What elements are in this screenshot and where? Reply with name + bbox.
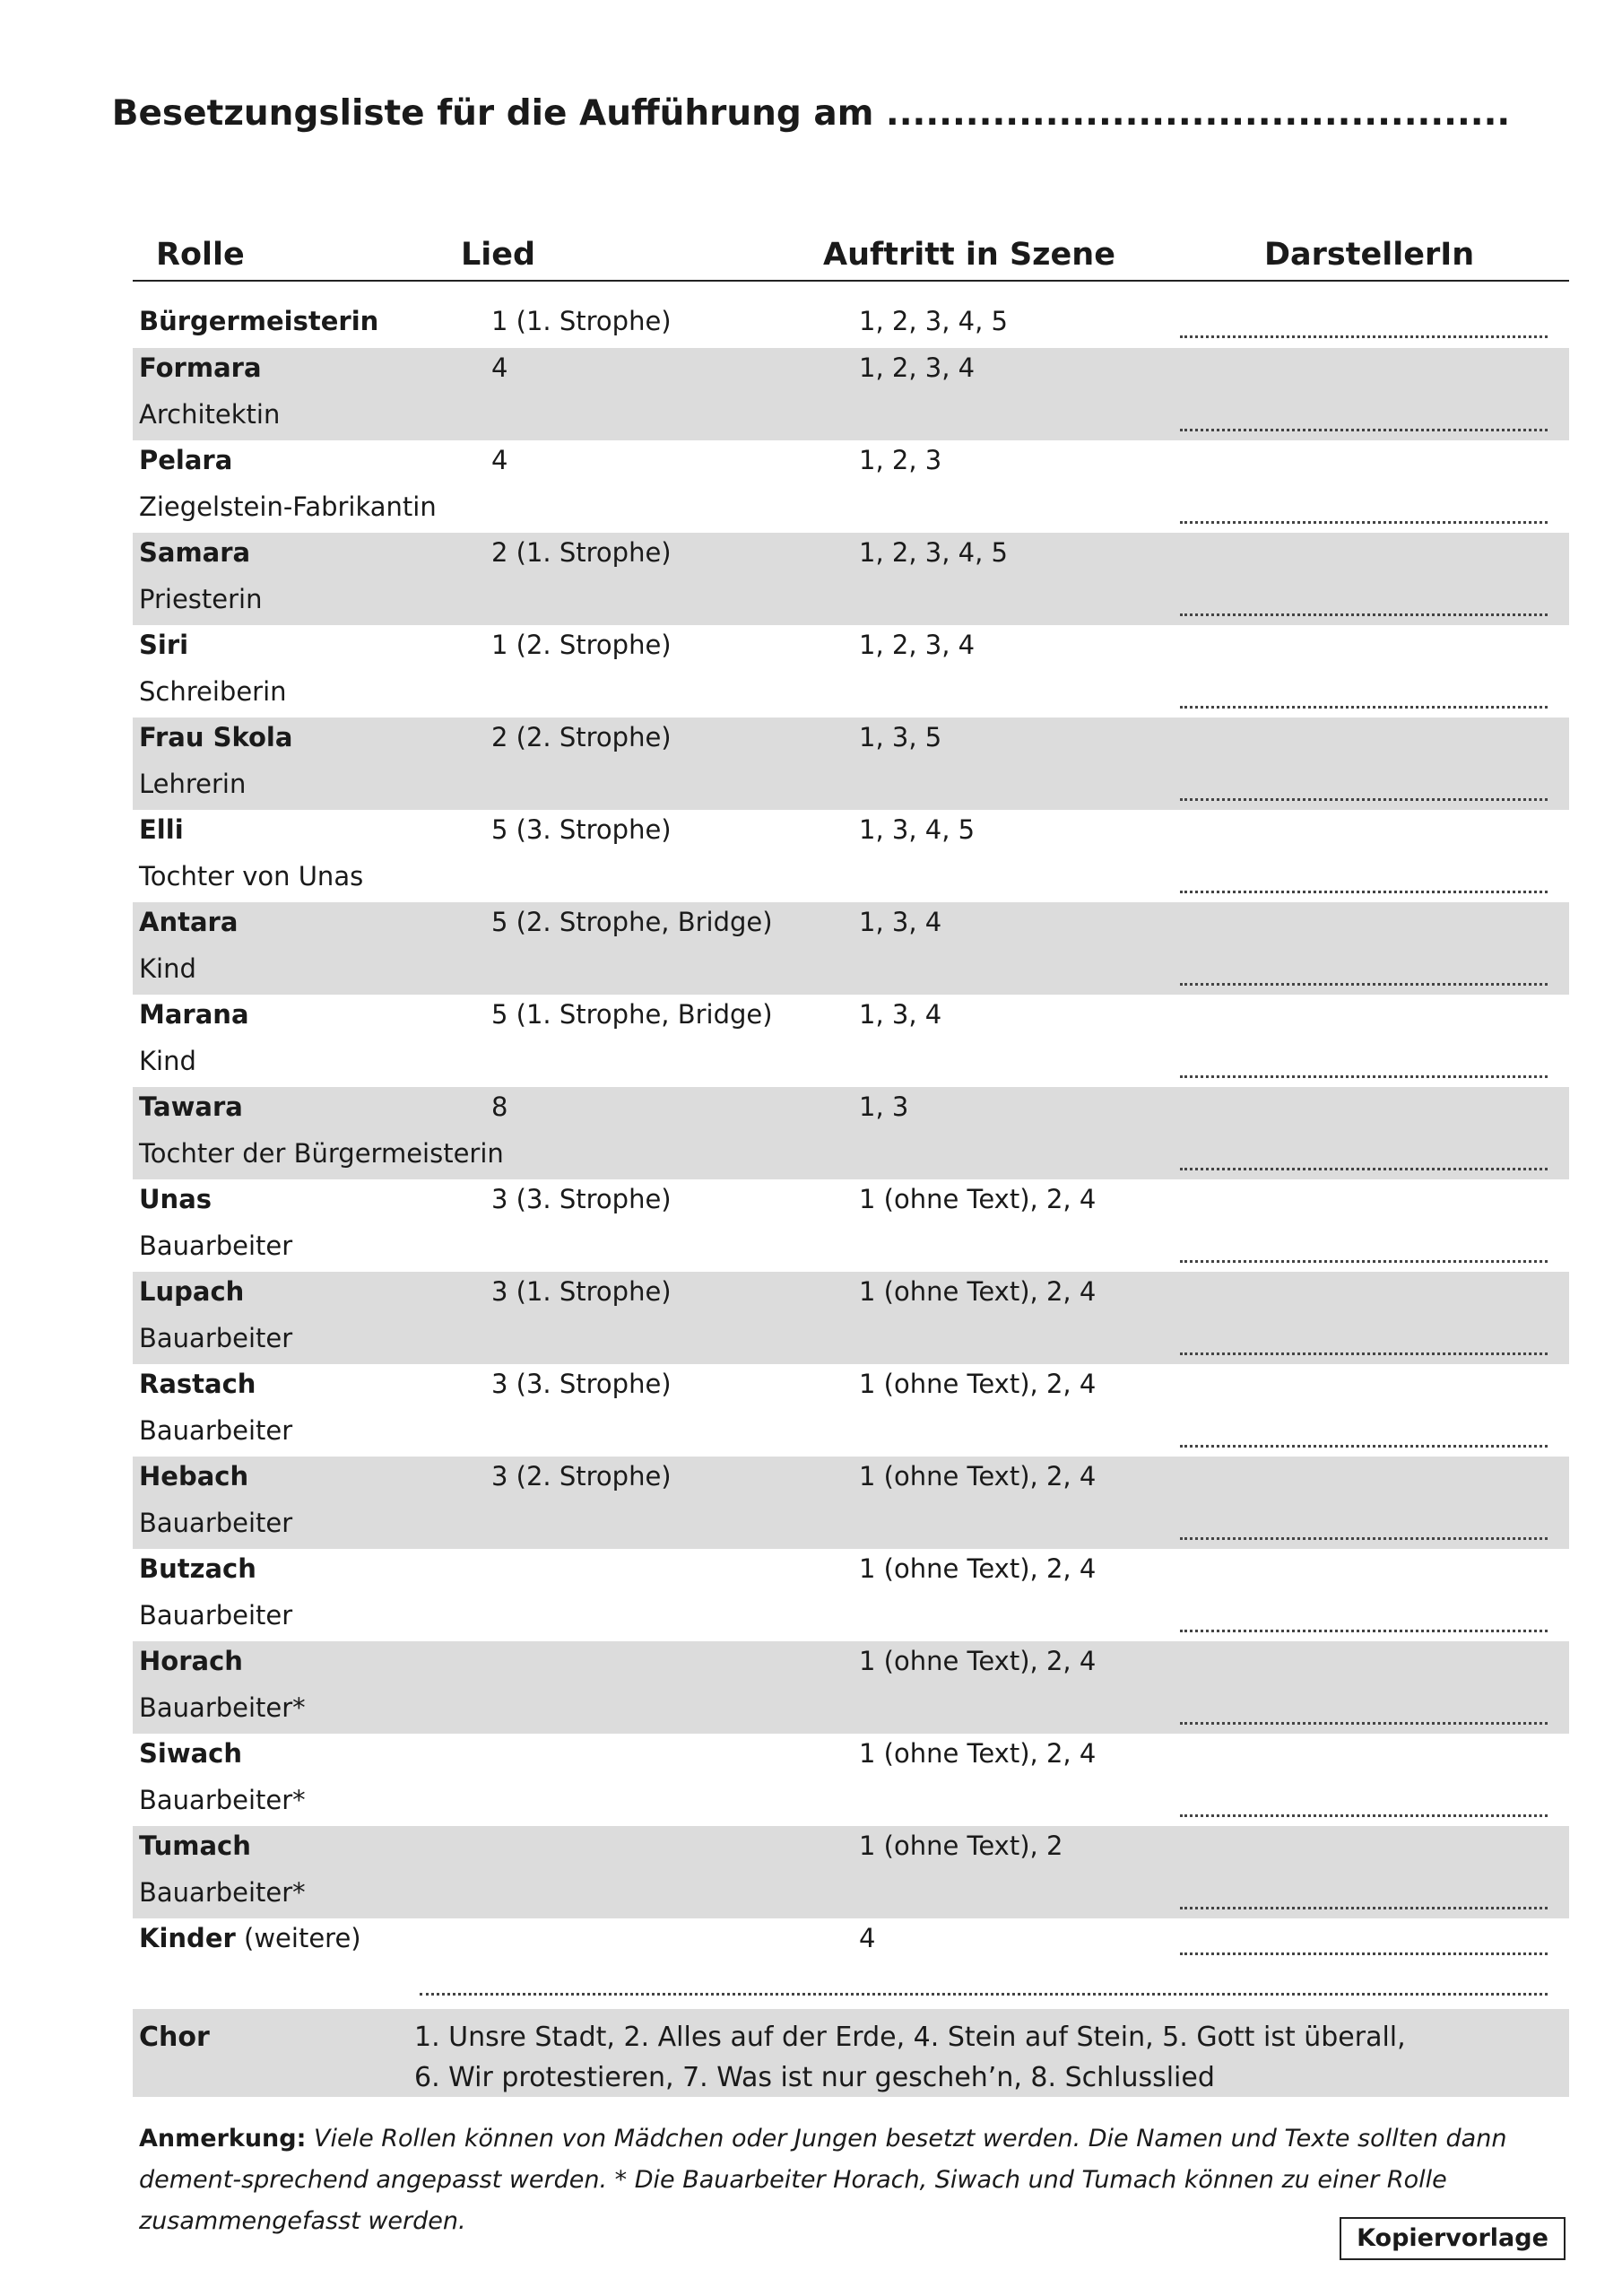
darsteller-fill-line (1180, 1952, 1548, 1955)
role-name (139, 907, 238, 937)
role-name-text: Lupach (139, 1276, 245, 1307)
cast-table (133, 301, 1569, 1965)
role-description: Tochter von Unas (139, 861, 364, 891)
role-name (139, 306, 378, 336)
table-row (133, 902, 1569, 995)
note-label: Anmerkung: (139, 2125, 307, 2152)
role-description: Bauarbeiter (139, 1415, 293, 1446)
darsteller-fill-line (1180, 613, 1548, 616)
role-name (139, 1923, 361, 1953)
role-name-text: Rastach (139, 1369, 256, 1399)
role-name (139, 1369, 256, 1399)
darsteller-fill-line (1180, 1075, 1548, 1078)
role-name (139, 1091, 243, 1122)
role-name (139, 1461, 248, 1492)
role-name-text: Hebach (139, 1461, 249, 1492)
role-name (139, 352, 262, 383)
szene-cell: 1, 2, 3 (859, 445, 942, 475)
table-row (133, 1549, 1569, 1641)
blank-entry-line (420, 1993, 1548, 1996)
szene-cell: 1 (ohne Text), 2, 4 (859, 1646, 1097, 1676)
role-name-text: Siwach (139, 1738, 243, 1769)
role-name-text: Kinder (139, 1923, 236, 1953)
role-description: Bauarbeiter (139, 1600, 293, 1631)
role-description: Schreiberin (139, 676, 287, 707)
szene-cell: 1 (ohne Text), 2, 4 (859, 1553, 1097, 1584)
page-title: Besetzungsliste für die Aufführung am ............................................... (111, 93, 1511, 134)
darsteller-fill-line (1180, 1445, 1548, 1448)
darsteller-fill-line (1180, 1352, 1548, 1355)
role-name-text: Siri (139, 630, 189, 660)
darsteller-fill-line (1180, 429, 1548, 431)
szene-cell: 1 (ohne Text), 2, 4 (859, 1461, 1097, 1492)
table-row (133, 1179, 1569, 1272)
role-name-text: Frau Skola (139, 722, 293, 752)
szene-cell: 1, 3, 5 (859, 722, 942, 752)
role-name-text: Horach (139, 1646, 243, 1676)
role-description: Kind (139, 1046, 196, 1076)
role-name-suffix: (weitere) (235, 1923, 361, 1953)
lied-cell: 3 (1. Strophe) (491, 1276, 672, 1307)
role-name (139, 445, 232, 475)
role-name-text: Samara (139, 537, 251, 568)
role-name (139, 999, 249, 1030)
role-description: Architektin (139, 399, 281, 430)
table-row (133, 995, 1569, 1087)
role-name-text: Tawara (139, 1091, 243, 1122)
szene-cell: 1 (ohne Text), 2 (859, 1831, 1063, 1861)
kopiervorlage-badge: Kopiervorlage (1340, 2217, 1566, 2260)
darsteller-fill-line (1180, 983, 1548, 986)
role-description: Ziegelstein-Fabrikantin (139, 491, 437, 522)
role-name (139, 1738, 242, 1769)
lied-cell: 2 (1. Strophe) (491, 537, 672, 568)
lied-cell: 5 (2. Strophe, Bridge) (491, 907, 773, 937)
table-row (133, 1918, 1569, 1965)
lied-cell: 1 (1. Strophe) (491, 306, 672, 336)
lied-cell: 5 (1. Strophe, Bridge) (491, 999, 773, 1030)
table-row (133, 348, 1569, 440)
role-description: Priesterin (139, 584, 263, 614)
darsteller-fill-line (1180, 1907, 1548, 1909)
szene-cell: 1, 3, 4 (859, 999, 942, 1030)
role-name-text: Elli (139, 814, 184, 845)
role-description: Bauarbeiter* (139, 1692, 306, 1723)
szene-cell: 1, 2, 3, 4, 5 (859, 306, 1008, 336)
role-description: Lehrerin (139, 769, 247, 799)
darsteller-fill-line (1180, 706, 1548, 709)
table-row (133, 625, 1569, 718)
table-row (133, 1457, 1569, 1549)
table-header (133, 235, 1569, 282)
szene-cell: 1 (ohne Text), 2, 4 (859, 1276, 1097, 1307)
szene-cell: 1 (ohne Text), 2, 4 (859, 1184, 1097, 1214)
role-name (139, 814, 184, 845)
role-description: Bauarbeiter (139, 1231, 293, 1261)
chor-label: Chor (139, 2022, 210, 2053)
darsteller-fill-line (1180, 1260, 1548, 1263)
chor-songs-line-1: 1. Unsre Stadt, 2. Alles auf der Erde, 4. Stein auf Stein, 5. Gott ist überall, (414, 2022, 1406, 2053)
table-row (133, 1364, 1569, 1457)
darsteller-fill-line (1180, 335, 1548, 338)
role-name-text: Unas (139, 1184, 213, 1214)
table-row (133, 810, 1569, 902)
lied-cell: 4 (491, 445, 508, 475)
darsteller-fill-line (1180, 891, 1548, 893)
szene-cell: 1, 2, 3, 4, 5 (859, 537, 1008, 568)
lied-cell: 4 (491, 352, 508, 383)
role-description: Bauarbeiter (139, 1508, 293, 1538)
darsteller-fill-line (1180, 798, 1548, 801)
lied-cell: 2 (2. Strophe) (491, 722, 672, 752)
lied-cell: 8 (491, 1091, 508, 1122)
chor-songs-line-2: 6. Wir protestieren, 7. Was ist nur gescheh’n, 8. Schlusslied (414, 2062, 1215, 2093)
header-lied: Lied (461, 237, 536, 273)
role-name (139, 1184, 212, 1214)
role-name-text: Pelara (139, 445, 233, 475)
note-text: Viele Rollen können von Mädchen oder Jungen besetzt werden. Die Namen und Texte sollten dann dement-sprechend angepasst werden. * Die Bauarbeiter Horach, Siwach und Tumach können zu einer Rolle zusammengefasst werden. (139, 2125, 1507, 2235)
chor-section (133, 2009, 1569, 2097)
role-name (139, 722, 292, 752)
role-description: Kind (139, 953, 196, 984)
table-row (133, 1272, 1569, 1364)
lied-cell: 3 (2. Strophe) (491, 1461, 672, 1492)
table-row (133, 1734, 1569, 1826)
table-row (133, 1087, 1569, 1179)
szene-cell: 1, 3 (859, 1091, 909, 1122)
darsteller-fill-line (1180, 521, 1548, 524)
role-description: Bauarbeiter* (139, 1785, 306, 1815)
role-description: Tochter der Bürgermeisterin (139, 1138, 504, 1169)
szene-cell: 4 (859, 1923, 876, 1953)
role-name-text: Butzach (139, 1553, 256, 1584)
role-name (139, 1646, 243, 1676)
role-description: Bauarbeiter (139, 1323, 293, 1353)
darsteller-fill-line (1180, 1814, 1548, 1817)
szene-cell: 1, 3, 4 (859, 907, 942, 937)
role-name (139, 1831, 251, 1861)
role-name (139, 537, 250, 568)
role-name (139, 1553, 256, 1584)
szene-cell: 1 (ohne Text), 2, 4 (859, 1369, 1097, 1399)
role-name (139, 630, 188, 660)
role-name-text: Tumach (139, 1831, 251, 1861)
role-description: Bauarbeiter* (139, 1877, 306, 1908)
darsteller-fill-line (1180, 1722, 1548, 1725)
lied-cell: 5 (3. Strophe) (491, 814, 672, 845)
lied-cell: 1 (2. Strophe) (491, 630, 672, 660)
table-row (133, 440, 1569, 533)
darsteller-fill-line (1180, 1630, 1548, 1632)
lied-cell: 3 (3. Strophe) (491, 1184, 672, 1214)
header-auftritt-in-szene: Auftritt in Szene (823, 237, 1115, 273)
role-name-text: Bürgermeisterin (139, 306, 379, 336)
header-rolle: Rolle (156, 237, 245, 273)
role-name-text: Marana (139, 999, 249, 1030)
table-row (133, 533, 1569, 625)
szene-cell: 1, 2, 3, 4 (859, 630, 976, 660)
table-row (133, 301, 1569, 348)
lied-cell: 3 (3. Strophe) (491, 1369, 672, 1399)
darsteller-fill-line (1180, 1537, 1548, 1540)
table-row (133, 1826, 1569, 1918)
szene-cell: 1, 2, 3, 4 (859, 352, 976, 383)
szene-cell: 1 (ohne Text), 2, 4 (859, 1738, 1097, 1769)
table-row (133, 1641, 1569, 1734)
table-row (133, 718, 1569, 810)
szene-cell: 1, 3, 4, 5 (859, 814, 976, 845)
role-name (139, 1276, 244, 1307)
role-name-text: Formara (139, 352, 262, 383)
header-darstellerin: DarstellerIn (1264, 237, 1475, 273)
darsteller-fill-line (1180, 1168, 1548, 1170)
role-name-text: Antara (139, 907, 239, 937)
